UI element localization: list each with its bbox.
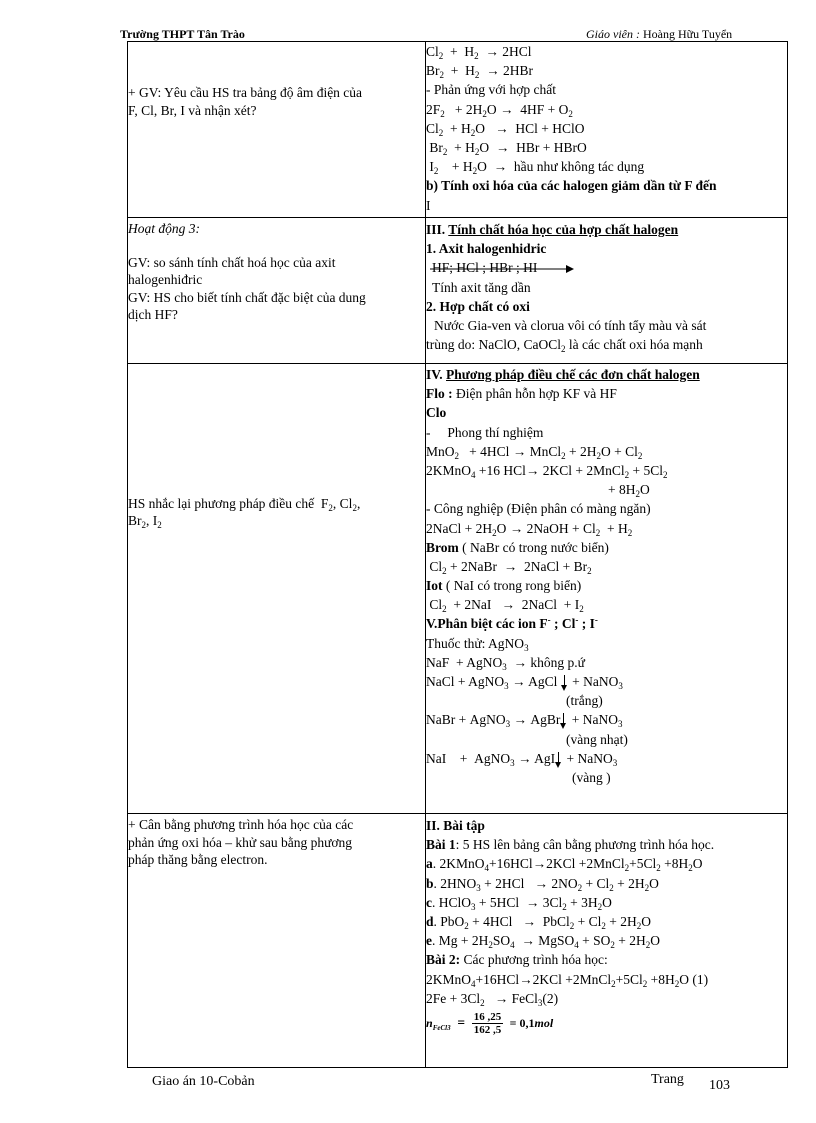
text-line: Iot ( NaI có trong rong biển)	[426, 578, 582, 594]
equation: $Cl_2 + H_2 \to 2HCl$	[426, 44, 532, 61]
left-cell	[128, 42, 426, 218]
subheading: 1. Axit halogenhidric	[426, 241, 547, 257]
text-line: + Cân bằng phương trình hóa học của các	[128, 817, 354, 832]
course-name: Giao án 10-Cobản	[152, 1074, 255, 1089]
text-line: Thuốc thử: AgNO$_3$	[426, 635, 529, 653]
lesson-table	[127, 41, 788, 1068]
acid-series	[426, 258, 787, 277]
equation: $Cl_2 + 2NaI$ → 2NaCl + $I_2$	[426, 597, 584, 615]
text-line: (vàng nhạt)	[566, 731, 628, 747]
equation: $2F_2 + 2H_2O \to 4HF + O_2$	[426, 101, 573, 119]
table-row	[128, 218, 788, 364]
subheading: 2. Hợp chất có oxi	[426, 298, 530, 314]
left-text	[128, 84, 425, 119]
arrow-right-icon	[426, 258, 576, 278]
equation: c. HClO$_3$ + $5HCl \to 3Cl_2 + 3H_2O$	[426, 894, 612, 912]
section-heading: V.Phân biệt các ion F- ; Cl- ; I-	[426, 615, 598, 632]
table-row	[128, 364, 788, 814]
equation: $I_2$ + $H_2O$ → hầu như không tác dụng	[426, 159, 645, 177]
equation: a. 2KMnO$_4$+16HCl→2KCl $+2MnCl_2+5Cl_2 +8H_2O$	[426, 856, 703, 874]
text-line: HF; HCl ; HBr ; HI	[432, 260, 538, 276]
text-line: Flo : Điện phân hỗn hợp KF và HF	[426, 386, 617, 402]
mole-calculation: $n_{FeCl3}$ = $\frac{16 ,25}{162 ,5}$ = 0,1mol	[426, 1011, 554, 1037]
left-text	[128, 218, 425, 324]
section-heading: III. Tính chất hóa học của hợp chất halogen	[426, 222, 679, 237]
right-cell	[426, 218, 788, 364]
heading: b) Tính oxi hóa của các halogen giảm dần từ F đến	[426, 178, 717, 194]
right-cell	[426, 364, 788, 814]
equation: NaF + AgNO$_3$ → không p.ứ	[426, 654, 585, 672]
left-text	[128, 495, 425, 530]
text-line: F, Cl, Br, I và nhận xét?	[128, 102, 257, 118]
equation: 2NaCl + $2H_2O$ → 2NaOH + $Cl_2 + H_2$	[426, 520, 633, 538]
text-line: Nước Gia-ven và clorua vôi có tính tẩy màu và sát	[434, 317, 707, 333]
subheading: Clo	[426, 405, 447, 421]
text-line: phản ứng oxi hóa – khử sau bằng phương	[128, 834, 353, 850]
text-line: Bài 2: Các phương trình hóa học:	[426, 952, 608, 968]
section-heading: IV. Phương pháp điều chế các đơn chất halogen	[426, 367, 700, 382]
text-line: + GV: Yêu cầu HS tra bảng độ âm điện của	[128, 85, 363, 100]
teacher-name: Hoàng Hữu Tuyển	[642, 27, 733, 41]
equation: $2Fe + 3Cl_2$ → FeCl$_3$(2)	[426, 990, 559, 1008]
teacher-label: Giáo viên :	[586, 27, 640, 41]
text-line: pháp thăng bằng electron.	[128, 852, 268, 867]
text-line: GV: HS cho biết tính chất đặc biệt của dung	[128, 289, 366, 305]
right-cell	[426, 42, 788, 218]
equation: e. $Mg + 2H_2SO_4$ → MgSO$_4$ + $SO_2 + 2H_2O$	[426, 933, 661, 951]
text-line: HS nhắc lại phương pháp điều chế $F_2$, $Cl_2$,	[128, 495, 361, 513]
equation: $Br_2 + H_2 \to 2HBr$	[426, 63, 533, 81]
table-row	[128, 42, 788, 218]
precipitate-arrow-icon	[561, 675, 569, 691]
text-line: I	[426, 197, 431, 213]
text-line: dịch HF?	[128, 307, 178, 322]
text-line: $Br_2$, $I_2$	[128, 513, 162, 530]
equation: $Cl_2 + H_2O$ → HCl + HClO	[426, 120, 585, 138]
text-line: Bài 1: 5 HS lên bảng cân bằng phương trình hóa học.	[426, 837, 715, 853]
precipitate-arrow-icon	[555, 752, 563, 768]
text-line: (vàng )	[572, 769, 611, 785]
equation: $Br_2 + H_2O$ → HBr + HBrO	[426, 139, 587, 157]
activity-title: Hoạt động 3:	[128, 221, 200, 236]
equation: NaCl + AgNO$_3$ → AgCl + NaNO$_3$	[426, 674, 623, 691]
text-line: trùng do: NaClO, CaOCl$_2$ là các chất oxi hóa mạnh	[426, 337, 703, 355]
text-line: GV: so sánh tính chất hoá học của axit	[128, 254, 336, 270]
equation: NaI + AgNO$_3$ → AgI + NaNO$_3$	[426, 750, 618, 768]
fraction: $\frac{16 ,25}{162 ,5}$	[473, 1011, 502, 1037]
text-line: Tính axit tăng dần	[432, 279, 531, 295]
equation: 2KMnO$_4$ +16 HCl→ 2KCl + 2MnCl$_2$ + $5Cl_2$	[426, 462, 668, 480]
equation: MnO$_2$ + 4HCl → MnCl$_2$ + $2H_2O + Cl_2$	[426, 443, 643, 461]
text-line: - Phản ứng với hợp chất	[426, 82, 556, 98]
text-line: - Công nghiệp (Điện phân có màng ngăn)	[426, 501, 651, 517]
page-number: 103	[709, 1078, 730, 1093]
text-line: (trắng)	[566, 693, 603, 709]
left-text	[128, 814, 425, 869]
section-heading: II. Bài tập	[426, 818, 485, 833]
teacher-info	[586, 27, 732, 42]
page-label: Trang	[651, 1072, 684, 1087]
text-line: - Phong thí nghiệm	[426, 424, 544, 440]
text-line: halogenhiđric	[128, 272, 203, 287]
school-name: Trường THPT Tân Trào	[120, 27, 245, 41]
text-line: Brom ( NaBr có trong nước biển)	[426, 539, 609, 555]
left-cell	[128, 218, 426, 364]
equation: $Cl_2$ + 2NaBr → 2NaCl + $Br_2$	[426, 558, 592, 576]
left-cell	[128, 364, 426, 814]
equation: + $8H_2O$	[608, 482, 650, 500]
right-cell	[426, 814, 788, 1068]
equation: d. PbO$_2$ + 4HCl → PbCl$_2$ + $Cl_2 + 2H_2O$	[426, 913, 652, 931]
table-row	[128, 814, 788, 1068]
left-cell	[128, 814, 426, 1068]
precipitate-arrow-icon	[560, 713, 568, 729]
equation: 2KMnO$_4$+16HCl→2KCl $+2MnCl_2+5Cl_2 +8H_2O$ (1)	[426, 971, 709, 989]
equation: b. $2HNO_3 + 2HCl \to 2NO_2 + Cl_2 + 2H_2O$	[426, 875, 659, 893]
equation: NaBr + AgNO$_3$ → AgBr + NaNO$_3$	[426, 712, 623, 730]
